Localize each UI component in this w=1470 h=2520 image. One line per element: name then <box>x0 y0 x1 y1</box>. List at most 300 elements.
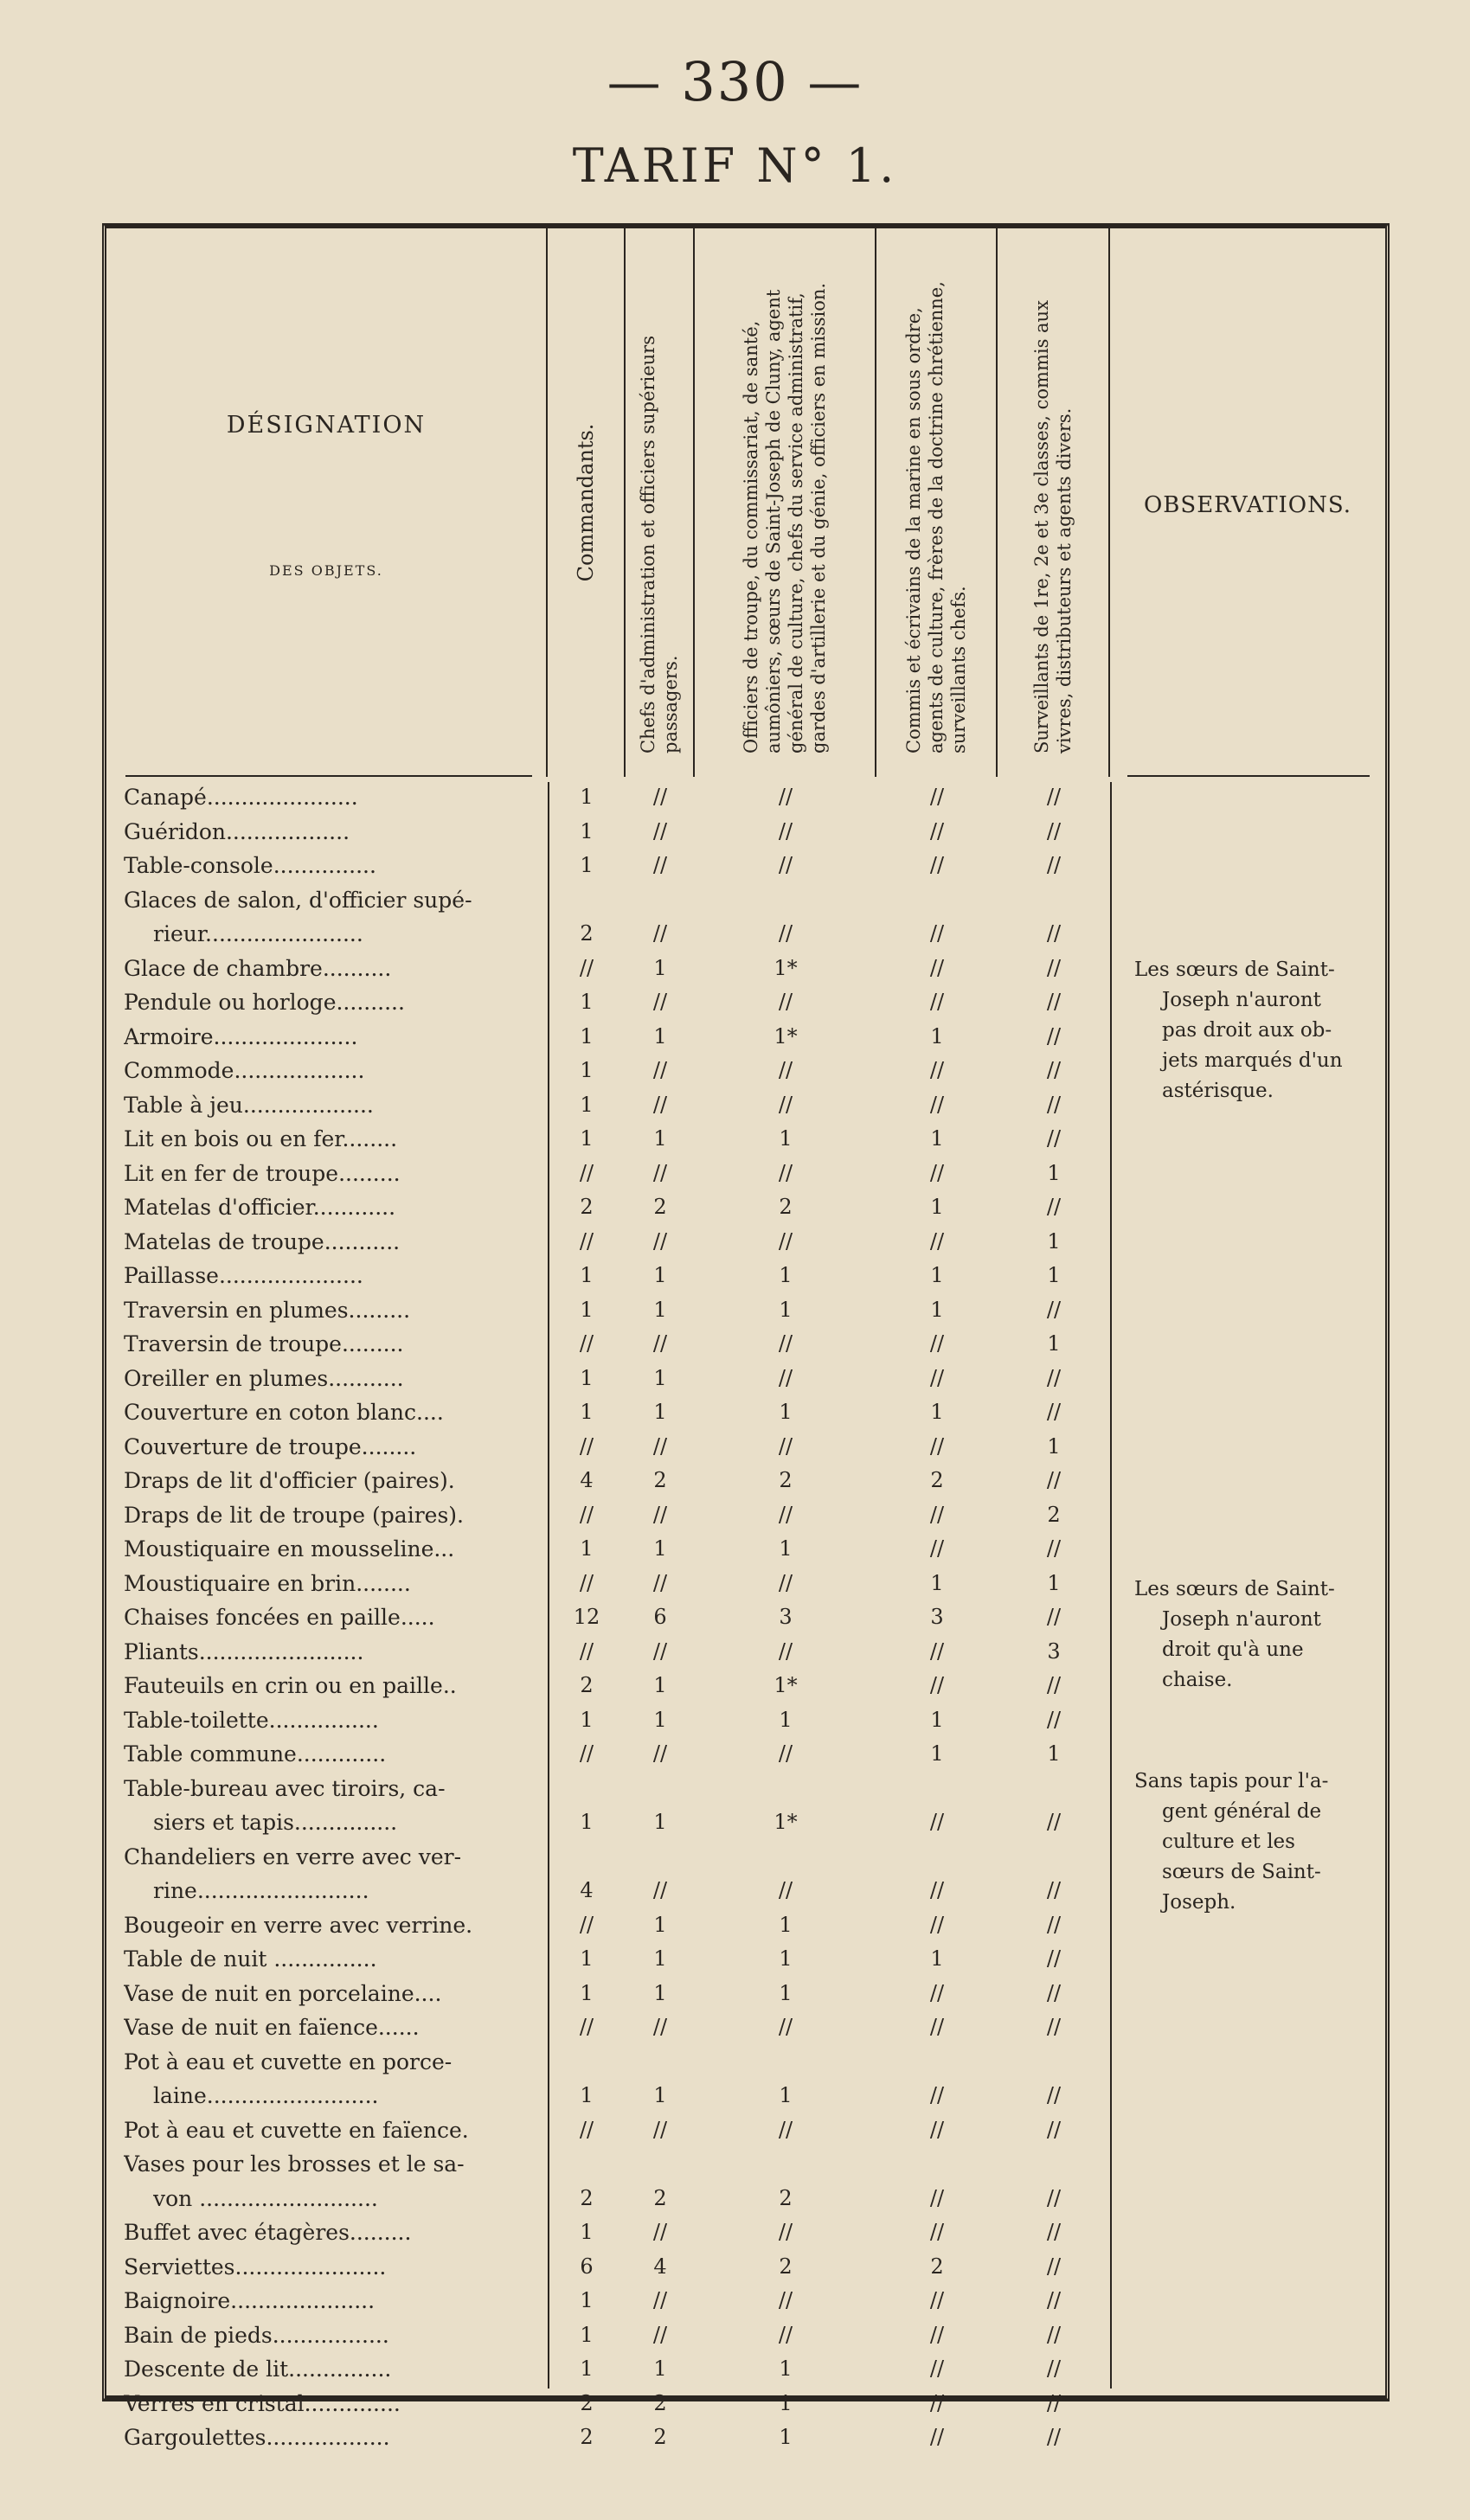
quantity-cell: 1 <box>779 1946 793 1971</box>
quantity-cell: // <box>778 2322 793 2347</box>
object-label: Lit en fer de troupe......... <box>124 1160 401 1186</box>
quantity-cell: 1 <box>930 1570 944 1595</box>
quantity-cell: 1 <box>779 1126 793 1151</box>
quantity-cell: // <box>778 1570 793 1595</box>
quantity-cell: 12 <box>573 1605 600 1629</box>
quantity-cell: 1 <box>580 2322 594 2347</box>
quantity-cell: // <box>1046 2425 1062 2449</box>
quantity-cell: // <box>652 1058 668 1082</box>
quantity-cell: 1 <box>580 990 594 1014</box>
quantity-cell: // <box>778 2220 793 2244</box>
object-label: Gargoulettes.................. <box>124 2425 390 2450</box>
table-row <box>106 885 1385 915</box>
quantity-cell: // <box>778 2015 793 2039</box>
quantity-cell: // <box>1046 1980 1062 2005</box>
quantity-cell: 1 <box>779 2083 793 2107</box>
quantity-cell: 6 <box>653 1605 667 1629</box>
quantity-cell: 1* <box>774 955 798 980</box>
table-row <box>106 2389 1385 2419</box>
table-row <box>106 1124 1385 1154</box>
quantity-cell: 1 <box>930 1263 944 1287</box>
quantity-cell: // <box>929 921 945 946</box>
quantity-cell: // <box>778 1228 793 1254</box>
object-label: rine......................... <box>153 1878 369 1903</box>
object-label: Chaises foncées en paille..... <box>124 1605 435 1630</box>
table-row <box>106 2354 1385 2384</box>
quantity-cell: // <box>1046 2220 1062 2244</box>
quantity-cell: // <box>652 2015 668 2039</box>
quantity-cell: // <box>1046 2322 1062 2347</box>
quantity-cell: // <box>778 1092 793 1117</box>
quantity-cell: // <box>929 2220 945 2244</box>
quantity-cell: 1* <box>774 1023 798 1048</box>
quantity-cell: // <box>579 1331 594 1356</box>
quantity-cell: 2 <box>653 2185 667 2210</box>
quantity-cell: 2 <box>580 2390 594 2415</box>
quantity-cell: // <box>652 921 668 946</box>
table-row <box>106 1227 1385 1257</box>
quantity-cell: // <box>652 1160 668 1185</box>
table-row <box>106 1329 1385 1359</box>
quantity-cell: // <box>778 1433 793 1459</box>
quantity-cell: 2 <box>653 2390 667 2415</box>
object-label: Table de nuit ............... <box>124 1946 377 1972</box>
quantity-cell: // <box>778 818 793 843</box>
quantity-cell: 1 <box>779 1297 793 1322</box>
page-number: — 330 — <box>607 50 863 113</box>
quantity-cell: // <box>929 1365 945 1390</box>
quantity-cell: // <box>652 2288 668 2312</box>
quantity-cell: // <box>929 2322 945 2347</box>
object-label: Pot à eau et cuvette en faïence. <box>124 2117 469 2143</box>
quantity-cell: // <box>778 1365 793 1390</box>
observation-line: gent général de <box>1162 1800 1322 1823</box>
quantity-cell: 1 <box>779 1980 793 2005</box>
quantity-cell: 1 <box>580 1126 594 1151</box>
observation-note-1 <box>1134 955 1382 1106</box>
quantity-cell: 1 <box>1047 1570 1061 1595</box>
quantity-cell: // <box>1046 853 1062 877</box>
quantity-cell: 1 <box>653 1297 667 1322</box>
designation-subheading: DES OBJETS. <box>269 562 383 579</box>
object-label: Bougeoir en verre avec verrine. <box>124 1912 473 1938</box>
table-row <box>106 1500 1385 1530</box>
object-label: Pot à eau et cuvette en porce- <box>124 2049 453 2074</box>
object-label: Bain de pieds................. <box>124 2322 389 2348</box>
object-label: Pliants........................ <box>124 1638 364 1664</box>
table-row <box>106 919 1385 949</box>
quantity-cell: // <box>929 1160 945 1185</box>
quantity-cell: // <box>929 990 945 1014</box>
quantity-cell: 3 <box>930 1605 944 1629</box>
observation-note-3 <box>1134 1767 1382 1918</box>
observation-note-2 <box>1134 1574 1382 1696</box>
quantity-cell: 1 <box>653 1810 667 1834</box>
quantity-cell: // <box>1046 2356 1062 2381</box>
quantity-cell: // <box>652 1638 668 1664</box>
quantity-cell: // <box>1046 818 1062 843</box>
quantity-cell: 6 <box>580 2254 594 2279</box>
quantity-cell: // <box>579 1912 594 1937</box>
quantity-cell: 2 <box>779 2254 793 2279</box>
quantity-cell: // <box>1046 1195 1062 1219</box>
quantity-cell: 2 <box>653 1468 667 1492</box>
object-label: Guéridon.................. <box>124 818 350 844</box>
col1-heading: Commandants. <box>574 423 598 582</box>
quantity-cell: 1 <box>930 1400 944 1424</box>
quantity-cell: 1 <box>580 1980 594 2005</box>
quantity-cell: 1 <box>653 1126 667 1151</box>
quantity-cell: 2 <box>580 1195 594 1219</box>
object-label: rieur....................... <box>153 921 363 946</box>
quantity-cell: // <box>929 2117 945 2142</box>
table-row <box>106 782 1385 812</box>
table-row <box>106 2012 1385 2042</box>
quantity-cell: 1 <box>1047 1741 1061 1766</box>
quantity-cell: // <box>929 2425 945 2449</box>
quantity-cell: // <box>1046 2117 1062 2142</box>
table-row <box>106 1534 1385 1564</box>
quantity-cell: // <box>579 2117 594 2142</box>
quantity-cell: // <box>1046 955 1062 980</box>
quantity-cell: // <box>929 1433 945 1459</box>
quantity-cell: 1 <box>653 2356 667 2381</box>
quantity-cell: // <box>929 1810 945 1834</box>
quantity-cell: // <box>778 2117 793 2142</box>
object-label: Canapé...................... <box>124 785 358 810</box>
table-row <box>106 1158 1385 1189</box>
quantity-cell: // <box>1046 1912 1062 1937</box>
object-label: Lit en bois ou en fer........ <box>124 1126 398 1151</box>
quantity-cell: // <box>1046 2185 1062 2210</box>
quantity-cell: 1 <box>580 1263 594 1287</box>
quantity-cell: // <box>652 2322 668 2347</box>
observation-line: Joseph n'auront <box>1162 989 1321 1011</box>
object-label: Vases pour les brosses et le sa- <box>124 2151 465 2177</box>
observation-line: Les sœurs de Saint- <box>1134 959 1335 981</box>
quantity-cell: 1 <box>1047 1433 1061 1459</box>
quantity-cell: // <box>652 1570 668 1595</box>
table-row <box>106 2081 1385 2111</box>
quantity-cell: 4 <box>653 2254 667 2279</box>
observation-line: chaise. <box>1162 1669 1233 1691</box>
quantity-cell: 1 <box>653 1536 667 1561</box>
quantity-cell: // <box>778 1160 793 1185</box>
quantity-cell: // <box>1046 1878 1062 1902</box>
quantity-cell: // <box>579 1502 594 1527</box>
table-row <box>106 1978 1385 2009</box>
object-label: Draps de lit de troupe (paires). <box>124 1502 464 1528</box>
observation-line: Joseph. <box>1162 1891 1236 1914</box>
designation-heading: DÉSIGNATION <box>226 412 427 439</box>
table-row <box>106 850 1385 881</box>
table-row <box>106 1192 1385 1222</box>
quantity-cell: // <box>778 921 793 946</box>
object-label: Paillasse..................... <box>124 1263 363 1288</box>
quantity-cell: // <box>1046 1707 1062 1732</box>
table-row <box>106 1705 1385 1735</box>
table-row <box>106 817 1385 847</box>
header-rule <box>1127 775 1370 777</box>
table-header <box>106 228 1385 777</box>
quantity-cell: // <box>1046 990 1062 1014</box>
quantity-cell: 1 <box>653 955 667 980</box>
object-label: Descente de lit............... <box>124 2356 392 2382</box>
quantity-cell: 1 <box>930 1946 944 1971</box>
object-label: Pendule ou horloge.......... <box>124 990 405 1015</box>
quantity-cell: 1 <box>580 1400 594 1424</box>
quantity-cell: // <box>929 2185 945 2210</box>
quantity-cell: 1 <box>580 1946 594 1971</box>
table-row <box>106 1260 1385 1291</box>
quantity-cell: 1 <box>580 1707 594 1732</box>
quantity-cell: // <box>1046 1468 1062 1492</box>
quantity-cell: 2 <box>580 2185 594 2210</box>
quantity-cell: 3 <box>1047 1638 1061 1664</box>
quantity-cell: 1 <box>653 1263 667 1287</box>
table-row <box>106 1432 1385 1462</box>
observation-line: droit qu'à une <box>1162 1638 1304 1661</box>
quantity-cell: 1 <box>779 2356 793 2381</box>
quantity-cell: // <box>929 2288 945 2312</box>
object-label: Table commune............. <box>124 1741 387 1767</box>
quantity-cell: // <box>1046 1365 1062 1390</box>
quantity-cell: // <box>652 1092 668 1117</box>
quantity-cell: 2 <box>1047 1502 1061 1527</box>
table-row <box>106 2149 1385 2179</box>
quantity-cell: 1 <box>653 1365 667 1390</box>
object-label: Couverture de troupe........ <box>124 1433 417 1459</box>
object-label: Buffet avec étagères......... <box>124 2220 412 2245</box>
quantity-cell: // <box>579 1433 594 1459</box>
quantity-cell: 2 <box>779 2185 793 2210</box>
quantity-cell: // <box>929 1058 945 1082</box>
quantity-cell: 1 <box>580 1023 594 1048</box>
object-label: Table à jeu................... <box>124 1092 374 1118</box>
quantity-cell: 2 <box>779 1195 793 1219</box>
quantity-cell: // <box>778 1638 793 1664</box>
quantity-cell: // <box>579 1638 594 1664</box>
object-label: Baignoire..................... <box>124 2288 376 2313</box>
quantity-cell: // <box>778 990 793 1014</box>
quantity-cell: 1 <box>779 1912 793 1937</box>
quantity-cell: // <box>1046 1092 1062 1117</box>
quantity-cell: // <box>778 1058 793 1082</box>
observation-line: Sans tapis pour l'a- <box>1134 1770 1329 1792</box>
quantity-cell: 1 <box>580 785 594 809</box>
col3-heading: Officiers de troupe, du commissariat, de santé, aumôniers, sœurs de Saint-Joseph de Cluny, agent général de culture, chefs du service administratif, gardes d'artillerie et du génie, officiers en mission. <box>741 282 829 753</box>
object-label: Couverture en coton blanc.... <box>124 1400 444 1425</box>
quantity-cell: 2 <box>930 1468 944 1492</box>
quantity-cell: 2 <box>779 1468 793 1492</box>
quantity-cell: // <box>778 853 793 877</box>
tariff-table <box>102 223 1390 2450</box>
quantity-cell: // <box>929 1980 945 2005</box>
object-label: Serviettes...................... <box>124 2254 387 2280</box>
quantity-cell: // <box>1046 1605 1062 1629</box>
quantity-cell: // <box>929 1092 945 1117</box>
quantity-cell: 1 <box>580 1058 594 1082</box>
quantity-cell: // <box>778 2288 793 2312</box>
col5-heading: Surveillants de 1re, 2e et 3e classes, commis aux vivres, distributeurs et agents divers. <box>1031 300 1075 753</box>
quantity-cell: 1 <box>1047 1331 1061 1356</box>
quantity-cell: // <box>652 853 668 877</box>
quantity-cell: 4 <box>580 1468 594 1492</box>
table-row <box>106 2320 1385 2350</box>
object-label: Matelas d'officier............ <box>124 1195 396 1220</box>
quantity-cell: // <box>579 1741 594 1766</box>
quantity-cell: // <box>929 955 945 980</box>
quantity-cell: // <box>579 955 594 980</box>
quantity-cell: // <box>1046 1297 1062 1322</box>
quantity-cell: 2 <box>653 2425 667 2449</box>
quantity-cell: 1* <box>774 1673 798 1697</box>
col4-heading: Commis et écrivains de la marine en sous ordre, agents de culture, frères de la doctrine chrétienne, surveillants chefs. <box>903 281 969 753</box>
quantity-cell: 1 <box>930 1023 944 1048</box>
object-label: Table-console............... <box>124 853 376 878</box>
observation-line: Joseph n'auront <box>1162 1608 1321 1631</box>
observation-line: culture et les <box>1162 1831 1295 1853</box>
quantity-cell: // <box>929 1228 945 1254</box>
quantity-cell: 1 <box>653 2083 667 2107</box>
quantity-cell: 1 <box>779 1707 793 1732</box>
quantity-cell: 1 <box>779 1400 793 1424</box>
table-row <box>106 2217 1385 2247</box>
table-row <box>106 1739 1385 1769</box>
quantity-cell: // <box>778 1331 793 1356</box>
quantity-cell: 1 <box>930 1741 944 1766</box>
quantity-cell: 1 <box>1047 1263 1061 1287</box>
header-col3 <box>695 228 876 777</box>
object-label: Moustiquaire en mousseline... <box>124 1536 455 1561</box>
quantity-cell: 1 <box>580 2288 594 2312</box>
table-row <box>106 2047 1385 2077</box>
observation-line: Les sœurs de Saint- <box>1134 1578 1335 1600</box>
quantity-cell: // <box>652 990 668 1014</box>
col2-heading: Chefs d'administration et officiers supérieurs passagers. <box>638 336 681 753</box>
quantity-cell: 2 <box>580 2425 594 2449</box>
quantity-cell: 1 <box>580 2083 594 2107</box>
quantity-cell: 3 <box>779 1605 793 1629</box>
object-label: Oreiller en plumes........... <box>124 1365 404 1391</box>
quantity-cell: 1 <box>580 1365 594 1390</box>
quantity-cell: 1 <box>779 2390 793 2415</box>
quantity-cell: 1 <box>580 2356 594 2381</box>
quantity-cell: // <box>652 818 668 843</box>
quantity-cell: // <box>1046 785 1062 809</box>
observations-heading: OBSERVATIONS. <box>1143 492 1352 518</box>
quantity-cell: 1 <box>580 818 594 843</box>
quantity-cell: 1 <box>1047 1228 1061 1254</box>
quantity-cell: // <box>778 785 793 809</box>
quantity-cell: // <box>929 1502 945 1527</box>
table-row <box>106 2286 1385 2316</box>
quantity-cell: // <box>1046 2254 1062 2279</box>
quantity-cell: // <box>652 1433 668 1459</box>
quantity-cell: // <box>1046 1946 1062 1971</box>
quantity-cell: // <box>579 2015 594 2039</box>
quantity-cell: 1 <box>580 1092 594 1117</box>
observation-line: astérisque. <box>1162 1080 1274 1102</box>
object-label: Traversin en plumes......... <box>124 1297 411 1323</box>
object-label: Armoire..................... <box>124 1023 358 1049</box>
object-label: Glaces de salon, d'officier supé- <box>124 887 472 913</box>
table-row <box>106 2422 1385 2453</box>
quantity-cell: // <box>1046 2015 1062 2039</box>
quantity-cell: // <box>929 1331 945 1356</box>
quantity-cell: 1 <box>653 1673 667 1697</box>
quantity-cell: 1 <box>580 1536 594 1561</box>
object-label: Traversin de troupe......... <box>124 1331 404 1356</box>
quantity-cell: // <box>1046 1058 1062 1082</box>
quantity-cell: 1 <box>653 1023 667 1048</box>
quantity-cell: // <box>652 785 668 809</box>
quantity-cell: // <box>1046 1023 1062 1048</box>
object-label: von .......................... <box>153 2185 378 2211</box>
quantity-cell: // <box>652 1331 668 1356</box>
object-label: Table-toilette................ <box>124 1707 379 1733</box>
quantity-cell: // <box>579 1570 594 1595</box>
object-label: Moustiquaire en brin........ <box>124 1570 411 1596</box>
quantity-cell: // <box>929 2083 945 2107</box>
quantity-cell: // <box>652 1228 668 1254</box>
quantity-cell: // <box>929 818 945 843</box>
header-col4 <box>876 228 998 777</box>
object-label: Draps de lit d'officier (paires). <box>124 1468 455 1493</box>
object-label: Matelas de troupe........... <box>124 1228 401 1254</box>
table-row <box>106 1465 1385 1496</box>
quantity-cell: // <box>1046 1536 1062 1561</box>
quantity-cell: // <box>778 1741 793 1766</box>
quantity-cell: // <box>929 1878 945 1902</box>
quantity-cell: 2 <box>930 2254 944 2279</box>
object-label: Chandeliers en verre avec ver- <box>124 1844 462 1869</box>
quantity-cell: // <box>778 1878 793 1902</box>
object-label: Glace de chambre.......... <box>124 955 392 981</box>
quantity-cell: 2 <box>580 921 594 946</box>
quantity-cell: // <box>579 1228 594 1254</box>
quantity-cell: // <box>929 1673 945 1697</box>
header-col5 <box>998 228 1110 777</box>
quantity-cell: // <box>1046 1126 1062 1151</box>
quantity-cell: 1 <box>653 1980 667 2005</box>
quantity-cell: // <box>652 1741 668 1766</box>
quantity-cell: 1 <box>653 1707 667 1732</box>
quantity-cell: 1 <box>930 1195 944 1219</box>
quantity-cell: 1 <box>580 853 594 877</box>
header-col1 <box>548 228 626 777</box>
quantity-cell: 1 <box>930 1297 944 1322</box>
quantity-cell: 1 <box>653 1946 667 1971</box>
quantity-cell: // <box>652 2117 668 2142</box>
quantity-cell: 1 <box>580 1810 594 1834</box>
object-label: Verres en cristal.............. <box>124 2390 401 2416</box>
quantity-cell: // <box>1046 2288 1062 2312</box>
quantity-cell: 1 <box>653 1400 667 1424</box>
table-row <box>106 2183 1385 2214</box>
quantity-cell: // <box>1046 1810 1062 1834</box>
quantity-cell: // <box>652 1878 668 1902</box>
object-label: Commode................... <box>124 1058 365 1083</box>
table-row <box>106 1295 1385 1325</box>
quantity-cell: // <box>1046 1673 1062 1697</box>
quantity-cell: // <box>1046 2390 1062 2415</box>
object-label: Table-bureau avec tiroirs, ca- <box>124 1775 446 1801</box>
quantity-cell: 2 <box>580 1673 594 1697</box>
quantity-cell: // <box>652 1502 668 1527</box>
quantity-cell: // <box>929 1912 945 1937</box>
quantity-cell: // <box>579 1160 594 1185</box>
